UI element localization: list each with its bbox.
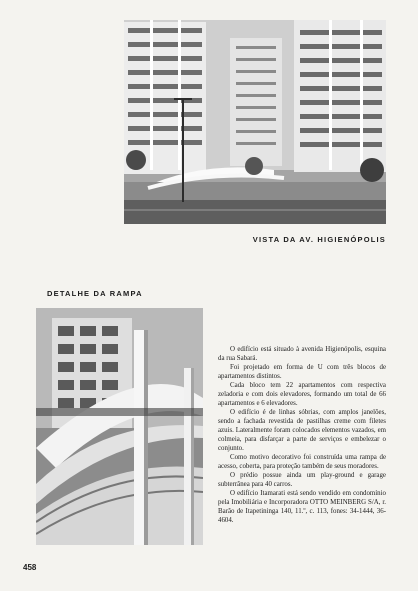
paragraph: O edifício está situado à avenida Higienópolis, esquina da rua Sabará. — [218, 346, 386, 362]
building-facade-photo — [124, 20, 386, 224]
ramp-detail-photo — [36, 308, 203, 545]
article-text — [218, 345, 386, 525]
paragraph: O edifício é de linhas sóbrias, com amplos janelões, sendo a fachada revestida de pastilhas creme com filetes azuis. Lateralmente foram colocados elementos vazados, em colmeia, para disfarçar a parte de serviços e embelezar o conjunto. — [218, 409, 386, 452]
paragraph: O edifício Itamarati está sendo vendido em condomínio pela Imobiliária e Incorporadora OTTO MEINBERG S/A, r. Barão de Itapetininga 140, 11.º, c. 113, fones: 34-1444, 36-4604. — [218, 490, 386, 524]
paragraph: O prédio possue ainda um play-ground e garage subterrânea para 40 carros. — [218, 472, 386, 488]
paragraph: Foi projetado em forma de U com três blocos de apartamentos distintos. — [218, 364, 386, 380]
top-photo-caption: VISTA DA AV. HIGIENÓPOLIS — [252, 235, 386, 244]
paragraph: Como motivo decorativo foi construída uma rampa de acesso, coberta, para proteção também de seus moradores. — [218, 454, 386, 470]
page-number: 458 — [23, 563, 37, 572]
bottom-photo-caption: DETALHE DA RAMPA — [47, 289, 143, 298]
paragraph: Cada bloco tem 22 apartamentos com respectiva zeladoria e com dois elevadores, formando um total de 66 apartamentos e 6 elevadores. — [218, 382, 386, 407]
